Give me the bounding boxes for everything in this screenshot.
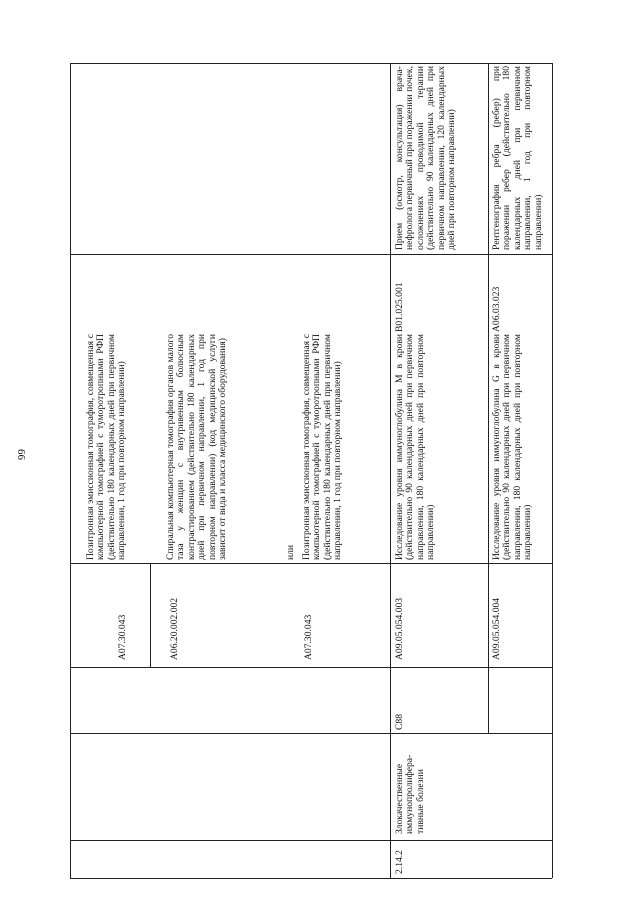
table-rule-code: [70, 254, 552, 255]
consult-code: B01.025.001: [394, 282, 405, 332]
row-number: 2.14.2: [394, 850, 405, 874]
service-code: A07.30.043: [117, 614, 128, 660]
table-rule-desc: [70, 563, 552, 564]
table-rule-top: [70, 63, 552, 64]
table-rule-disease: [70, 840, 552, 841]
table-rule-item-split: [488, 63, 489, 733]
table-rule-row-2-14-2: [390, 63, 391, 878]
table-rule-bottom: [70, 878, 552, 879]
disease-name: Злокачественные иммунопролифера-тивные болезни: [394, 754, 426, 834]
icd-code: C88: [394, 714, 405, 730]
service-description: Позитронная эмиссионная томография, совмещенная с компьютерной томографией с туморотропными РФП (действительно 180 календарных дней при первичном направлении, 1 год при повторном направлении): [85, 334, 128, 560]
service-code: A09.05.054.003: [394, 597, 405, 660]
table-rule-svc-code: [70, 667, 552, 668]
page-number: 66: [15, 449, 27, 460]
table-rule-icd: [70, 733, 552, 734]
service-description: Исследование уровня иммуноглобулина M в крови (действительно 90 календарных дней при первичном направлении, 180 календарных дней при повторном направлении): [394, 334, 437, 560]
service-code: A06.20.002.002: [169, 597, 180, 660]
service-alternative: или: [285, 544, 296, 560]
consult-code: A06.03.023: [491, 286, 502, 332]
table-rule-right: [552, 63, 553, 878]
service-code: A09.05.054.004: [491, 597, 502, 660]
service-description: Спиральная компьютерная томография органов малого таза у женщин с внутривенным болюсным контрастированием (действительно 180 календарных дней при первичном направлении, 1 год при повторном направлении) (код медицинской услуги зависит от вида и класса медицинского оборудования): [165, 334, 229, 560]
service-description: Позитронная эмиссионная томография, совмещенная с компьютерной томографией с туморотропными РФП (действительно 180 календарных дней при первичном направлении, 1 год при повторном направлении): [301, 334, 344, 560]
table-rule-left: [70, 63, 71, 878]
service-description: Исследование уровня иммуноглобулина G в крови (действительно 90 календарных дней при первичном направлении, 180 календарных дней при повторном направлении): [491, 334, 534, 560]
service-code: A07.30.043: [303, 614, 314, 660]
consult-description: Рентгенография ребра (ребер) при поражении ребер (действительно 180 календарных дней при первичном направлении, 1 год при повторном направлении): [491, 66, 544, 250]
table-rule-block-split: [150, 563, 151, 667]
consult-description: Прием (осмотр, консультация) врача-нефролога первичный при поражении почек, осложнениях проводимой терапии (действительно 90 календарных дней при первичном направлении, 120 календарных дней при повторном направлении): [394, 66, 458, 250]
